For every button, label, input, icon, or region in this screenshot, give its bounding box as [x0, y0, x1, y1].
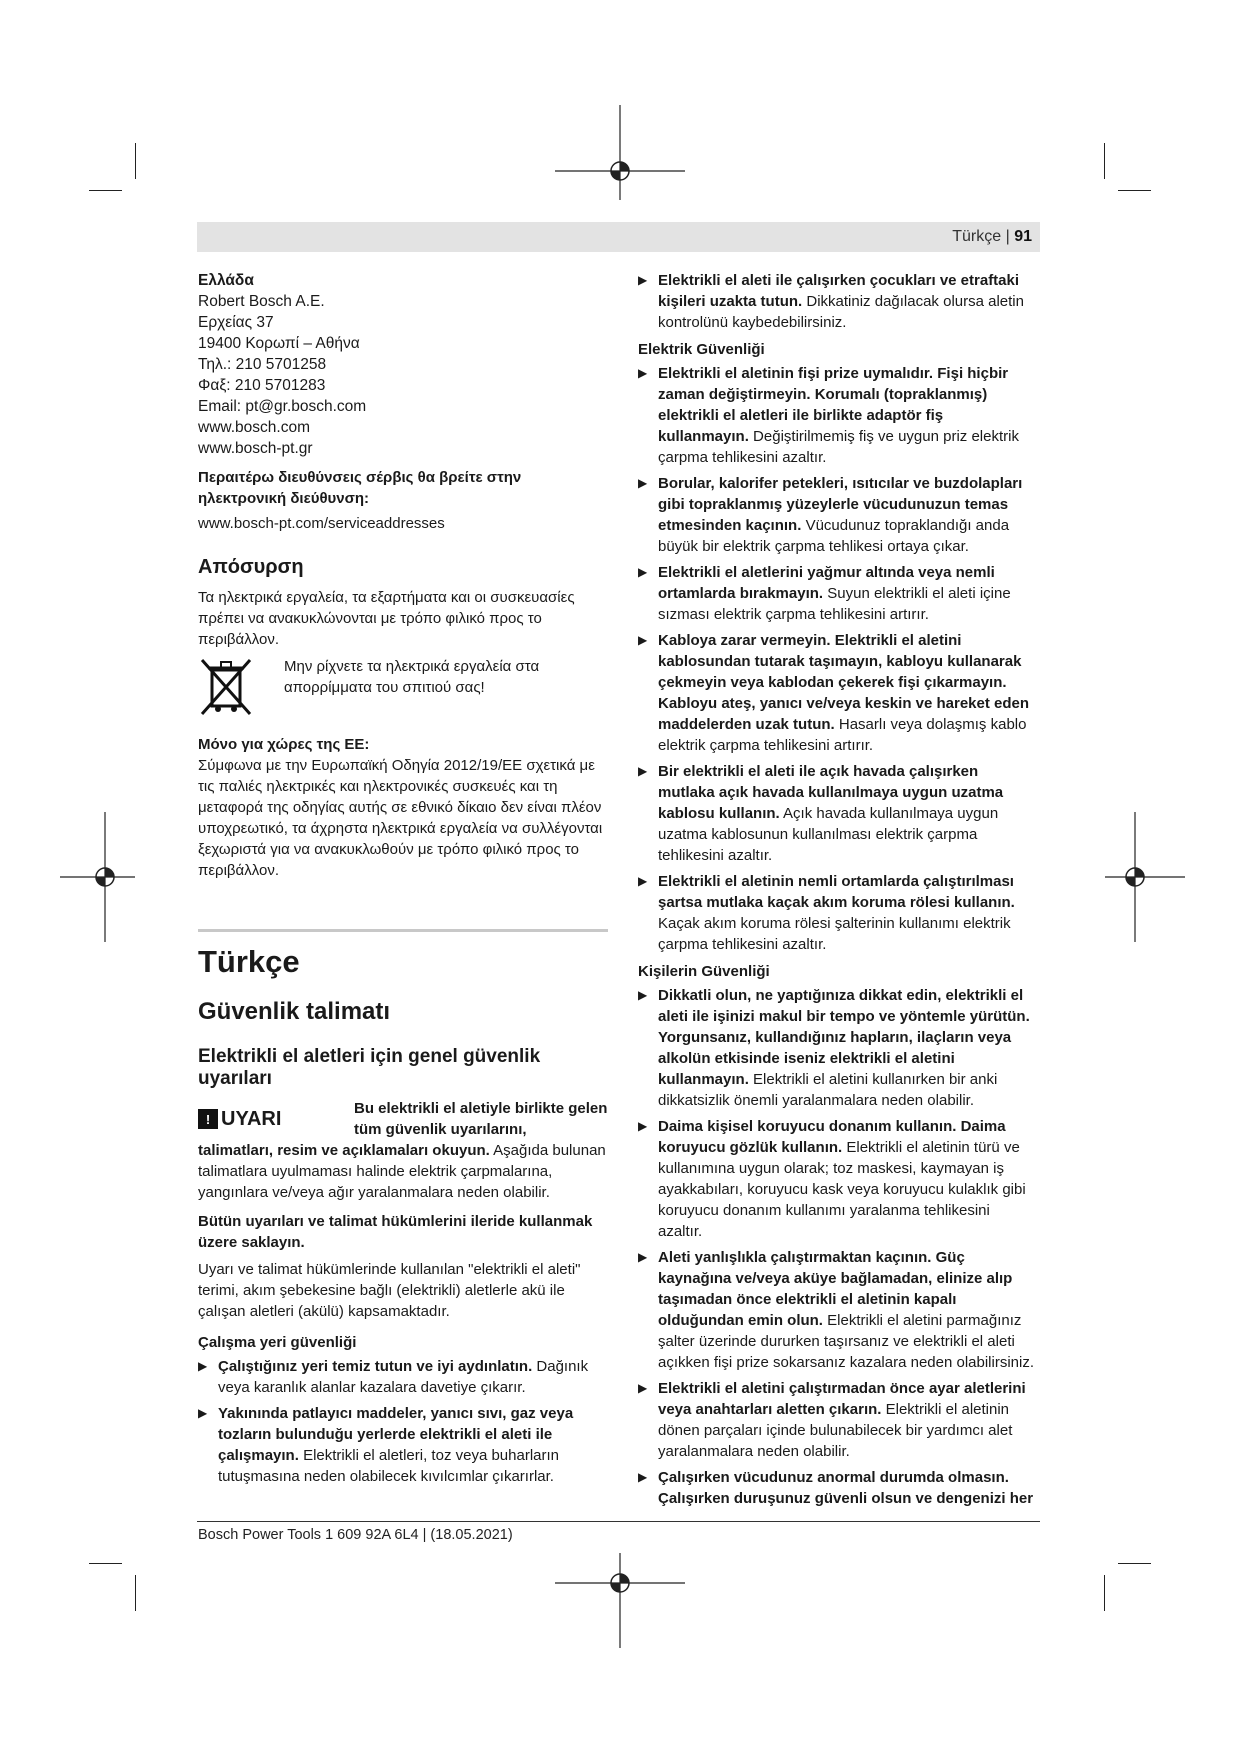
left-column	[198, 270, 608, 1487]
work-area-heading: Çalışma yeri güvenliği	[198, 1334, 357, 1351]
safety-title: Güvenlik talimatı	[198, 998, 391, 1025]
item-text: Elektrikli el aletini kullanırken bir anki dikkatsizlik önemli yaralanmalara neden olabilir.	[658, 1071, 998, 1109]
item-text: Açık havada kullanılmaya uygun uzatma kablosunun kullanılması elektrik çarpma tehlikesini azaltır.	[658, 805, 999, 864]
list-item	[638, 1378, 1038, 1462]
item-text: Hasarlı veya dolaşmış kablo elektrik çarpma tehlikesini artırır.	[658, 716, 1027, 754]
item-bold: Yakınında patlayıcı maddeler, yanıcı sıvı, gaz veya tozların bulunduğu yerlerde elektrikli el aleti ile çalışmayın.	[218, 1405, 574, 1464]
crop-mark	[135, 1575, 136, 1611]
term-definition: Uyarı ve talimat hükümlerinde kullanılan "elektrikli el aleti" terimi, akım şebekesine bağlı (elektrikli) aletlerle akü ile çalışan aletleri (akülü) kapsamaktadır.	[198, 1261, 581, 1320]
address-line: Τηλ.: 210 5701258	[198, 356, 327, 373]
crop-mark	[1118, 1563, 1151, 1564]
keep-instructions: Bütün uyarıları ve talimat hükümlerini ileride kullanmak üzere saklayın.	[198, 1213, 593, 1251]
address-line: Email: pt@gr.bosch.com	[198, 398, 367, 415]
address-line: 19400 Κορωπί – Αθήνα	[198, 335, 360, 352]
page-header	[197, 222, 1040, 252]
list-item	[638, 871, 1038, 955]
list-item	[638, 363, 1038, 468]
item-text: Dikkatiniz dağılacak olursa aletin kontrolünü kaybedebilirsiniz.	[658, 293, 1024, 331]
country-heading: Ελλάδα	[198, 272, 254, 289]
item-text: Elektrikli el aletinin türü ve kullanımına uygun olarak; toz maskesi, kaymayan iş ayakkabıları, koruyucu kask veya koruyucu kulaklık gibi koruyucu donanım kullanımı yaralanma tehlikesini azaltır.	[658, 1139, 1026, 1240]
item-bold: Bir elektrikli el aleti ile açık havada çalışırken mutlaka açık havada kullanılmaya uygun uzatma kablosu kullanın.	[658, 763, 1004, 822]
address-line: www.bosch-pt.gr	[198, 440, 313, 457]
list-item	[198, 1403, 608, 1487]
list-item	[638, 562, 1038, 625]
item-bold: Dikkatli olun, ne yaptığınıza dikkat edin, elektrikli el aleti ile işinizi makul bir tempo ve yöntemle yürütün. Yorgunsanız, kullandığınız hapların, ilaçların veya alkolün etkisinde iseniz elektrikli el aletini kullanmayın.	[658, 987, 1030, 1088]
header-text	[952, 228, 1032, 246]
item-bold: Elektrikli el aletinin fişi prize uymalıdır. Fişi hiçbir zaman değiştirmeyin. Korumalı (topraklanmış) elektrikli el aletleri ile birlikte adaptör fiş kullanmayın.	[658, 365, 1009, 445]
address-line: Ερχείας 37	[198, 314, 274, 331]
more-addresses-url: www.bosch-pt.com/serviceaddresses	[198, 515, 445, 532]
item-text: Kaçak akım koruma rölesi şalterinin kullanımı elektrik çarpma tehlikesini azaltır.	[658, 915, 1011, 953]
crop-mark	[1118, 190, 1151, 191]
item-bold: Elektrikli el aleti ile çalışırken çocukları ve etraftaki kişileri uzakta tutun.	[658, 272, 1020, 310]
list-item	[638, 630, 1038, 756]
address-line: Robert Bosch A.E.	[198, 293, 325, 310]
item-bold: Elektrikli el aletlerini yağmur altında veya nemli ortamlarda bırakmayın.	[658, 564, 995, 602]
item-text: Dağınık veya karanlık alanlar kazalara davetiye çıkarır.	[218, 1358, 589, 1396]
warning-block	[198, 1098, 608, 1140]
language-title: Türkçe	[198, 944, 300, 979]
registration-mark-top	[555, 105, 685, 200]
warning-bold-2: talimatları, resim ve açıklamaları okuyun.	[198, 1142, 490, 1159]
item-text: Suyun elektrikli el aleti içine sızması elektrik çarpma tehlikesini artırır.	[658, 585, 1011, 623]
registration-mark-left	[60, 812, 135, 942]
eu-heading: Μόνο για χώρες της ΕΕ:	[198, 736, 370, 753]
item-bold: Çalışırken vücudunuz anormal durumda olmasın. Çalışırken duruşunuz güvenli olsun ve dengenizi her	[658, 1469, 1034, 1507]
item-text: Elektrikli el aletini parmağınız şalter üzerinde dururken taşırsanız ve elektrikli el aleti açıkken fişi prize sokarsanız kazalara neden olabilirsiniz.	[658, 1312, 1035, 1371]
general-warnings-title: Elektrikli el aletleri için genel güvenlik uyarıları	[198, 1046, 541, 1089]
list-item	[638, 1467, 1038, 1509]
address-block	[198, 291, 608, 459]
item-bold: Kabloya zarar vermeyin. Elektrikli el aletini kablosundan tutarak taşımayın, kabloyu kullanarak çekmeyin veya kablodan çekerek fişi çıkarmayın. Kabloyu ateş, yanıcı ve/veya keskin ve hareket eden maddelerden uzak tutun.	[658, 632, 1030, 733]
disposal-heading: Απόσυρση	[198, 556, 304, 578]
address-line: www.bosch.com	[198, 419, 310, 436]
warning-text: Aşağıda bulunan talimatlara uyulmaması halinde elektrik çarpmalarına, yangınlara ve/veya ağır yaralanmalara neden olabilir.	[198, 1142, 606, 1201]
list-item	[638, 270, 1038, 333]
header-separator: |	[1005, 228, 1010, 245]
disposal-text: Τα ηλεκτρικά εργαλεία, τα εξαρτήματα και οι συσκευασίες πρέπει να ανακυκλώνονται με τρόπο φιλικό προς το περιβάλλον.	[198, 589, 575, 648]
item-text: Vücudunuz topraklandığı anda büyük bir elektrik çarpma tehlikesi ortaya çıkar.	[658, 517, 1010, 555]
page-footer: Bosch Power Tools 1 609 92A 6L4 | (18.05.2021)	[198, 1527, 513, 1543]
warning-badge	[198, 1098, 354, 1140]
crossed-bin-icon	[198, 656, 254, 716]
item-bold: Daima kişisel koruyucu donanım kullanın. Daima koruyucu gözlük kullanın.	[658, 1118, 1006, 1156]
item-text: Elektrikli el aletinin dönen parçaları içinde bulunabilecek bir yardımcı alet yaralanmalara neden olabilir.	[658, 1401, 1013, 1460]
list-item	[638, 1247, 1038, 1373]
crop-mark	[1104, 1575, 1105, 1611]
registration-mark-right	[1105, 812, 1185, 942]
warning-triangle-icon: !	[198, 1109, 218, 1129]
section-divider	[198, 929, 608, 932]
list-item	[638, 1116, 1038, 1242]
warning-paragraph	[198, 1140, 608, 1203]
electric-safety-heading: Elektrik Güvenliği	[638, 341, 765, 358]
list-item	[638, 473, 1038, 557]
item-text: Elektrikli el aletleri, toz veya buharların tutuşmasına neden olabilecek kıvılcımlar çıkarırlar.	[218, 1447, 560, 1485]
item-text: Değiştirilmemiş fiş ve uygun priz elektrik çarpma tehlikesini azaltır.	[658, 428, 1019, 466]
footer-divider	[197, 1521, 1040, 1522]
item-bold: Elektrikli el aletini çalıştırmadan önce ayar aletlerini veya anahtarları aletten çıkarın.	[658, 1380, 1026, 1418]
item-bold: Borular, kalorifer petekleri, ısıtıcılar ve buzdolapları gibi topraklanmış yüzeylerle vücudunuzun temas etmesinden kaçının.	[658, 475, 1023, 534]
list-item	[198, 1356, 608, 1398]
item-bold: Çalıştığınız yeri temiz tutun ve iyi aydınlatın.	[218, 1358, 533, 1375]
list-item	[638, 985, 1038, 1111]
weee-text: Μην ρίχνετε τα ηλεκτρικά εργαλεία στα απορρίμματα του σπιτιού σας!	[284, 658, 540, 696]
item-bold: Aleti yanlışlıkla çalıştırmaktan kaçının. Güç kaynağına ve/veya aküye bağlamadan, elinize alıp taşımadan önce elektrikli el aletinin kapalı olduğundan emin olun.	[658, 1249, 1013, 1329]
page-number: 91	[1014, 228, 1032, 245]
right-column	[638, 270, 1038, 1509]
crop-mark	[135, 143, 136, 179]
crop-mark	[89, 1563, 122, 1564]
eu-text: Σύμφωνα με την Ευρωπαϊκή Οδηγία 2012/19/ΕΕ σχετικά με τις παλιές ηλεκτρικές και ηλεκτρονικές συσκευές και τη μεταφορά της οδηγίας αυτής σε εθνικό δίκαιο δεν είναι πλέον υποχρεωτικό, τα άχρηστα ηλεκτρικά εργαλεία να συλλέγονται ξεχωριστά για να ανακυκλωθούν με τρόπο φιλικό προς το περιβάλλον.	[198, 757, 603, 879]
warning-label: UYARI	[221, 1107, 282, 1130]
weee-notice	[198, 656, 608, 716]
personal-safety-heading: Kişilerin Güvenliği	[638, 963, 770, 980]
header-section: Türkçe	[952, 228, 1002, 245]
crop-mark	[1104, 143, 1105, 179]
crop-mark	[89, 190, 122, 191]
more-addresses-heading: Περαιτέρω διευθύνσεις σέρβις θα βρείτε στην ηλεκτρονική διεύθυνση:	[198, 469, 522, 507]
registration-mark-bottom	[555, 1553, 685, 1648]
list-item	[638, 761, 1038, 866]
warning-bold-1: Bu elektrikli el aletiyle birlikte gelen tüm güvenlik uyarılarını,	[354, 1100, 608, 1138]
item-bold: Elektrikli el aletinin nemli ortamlarda çalıştırılması şartsa mutlaka kaçak akım koruma rölesi kullanın.	[658, 873, 1015, 911]
address-line: Φαξ: 210 5701283	[198, 377, 326, 394]
